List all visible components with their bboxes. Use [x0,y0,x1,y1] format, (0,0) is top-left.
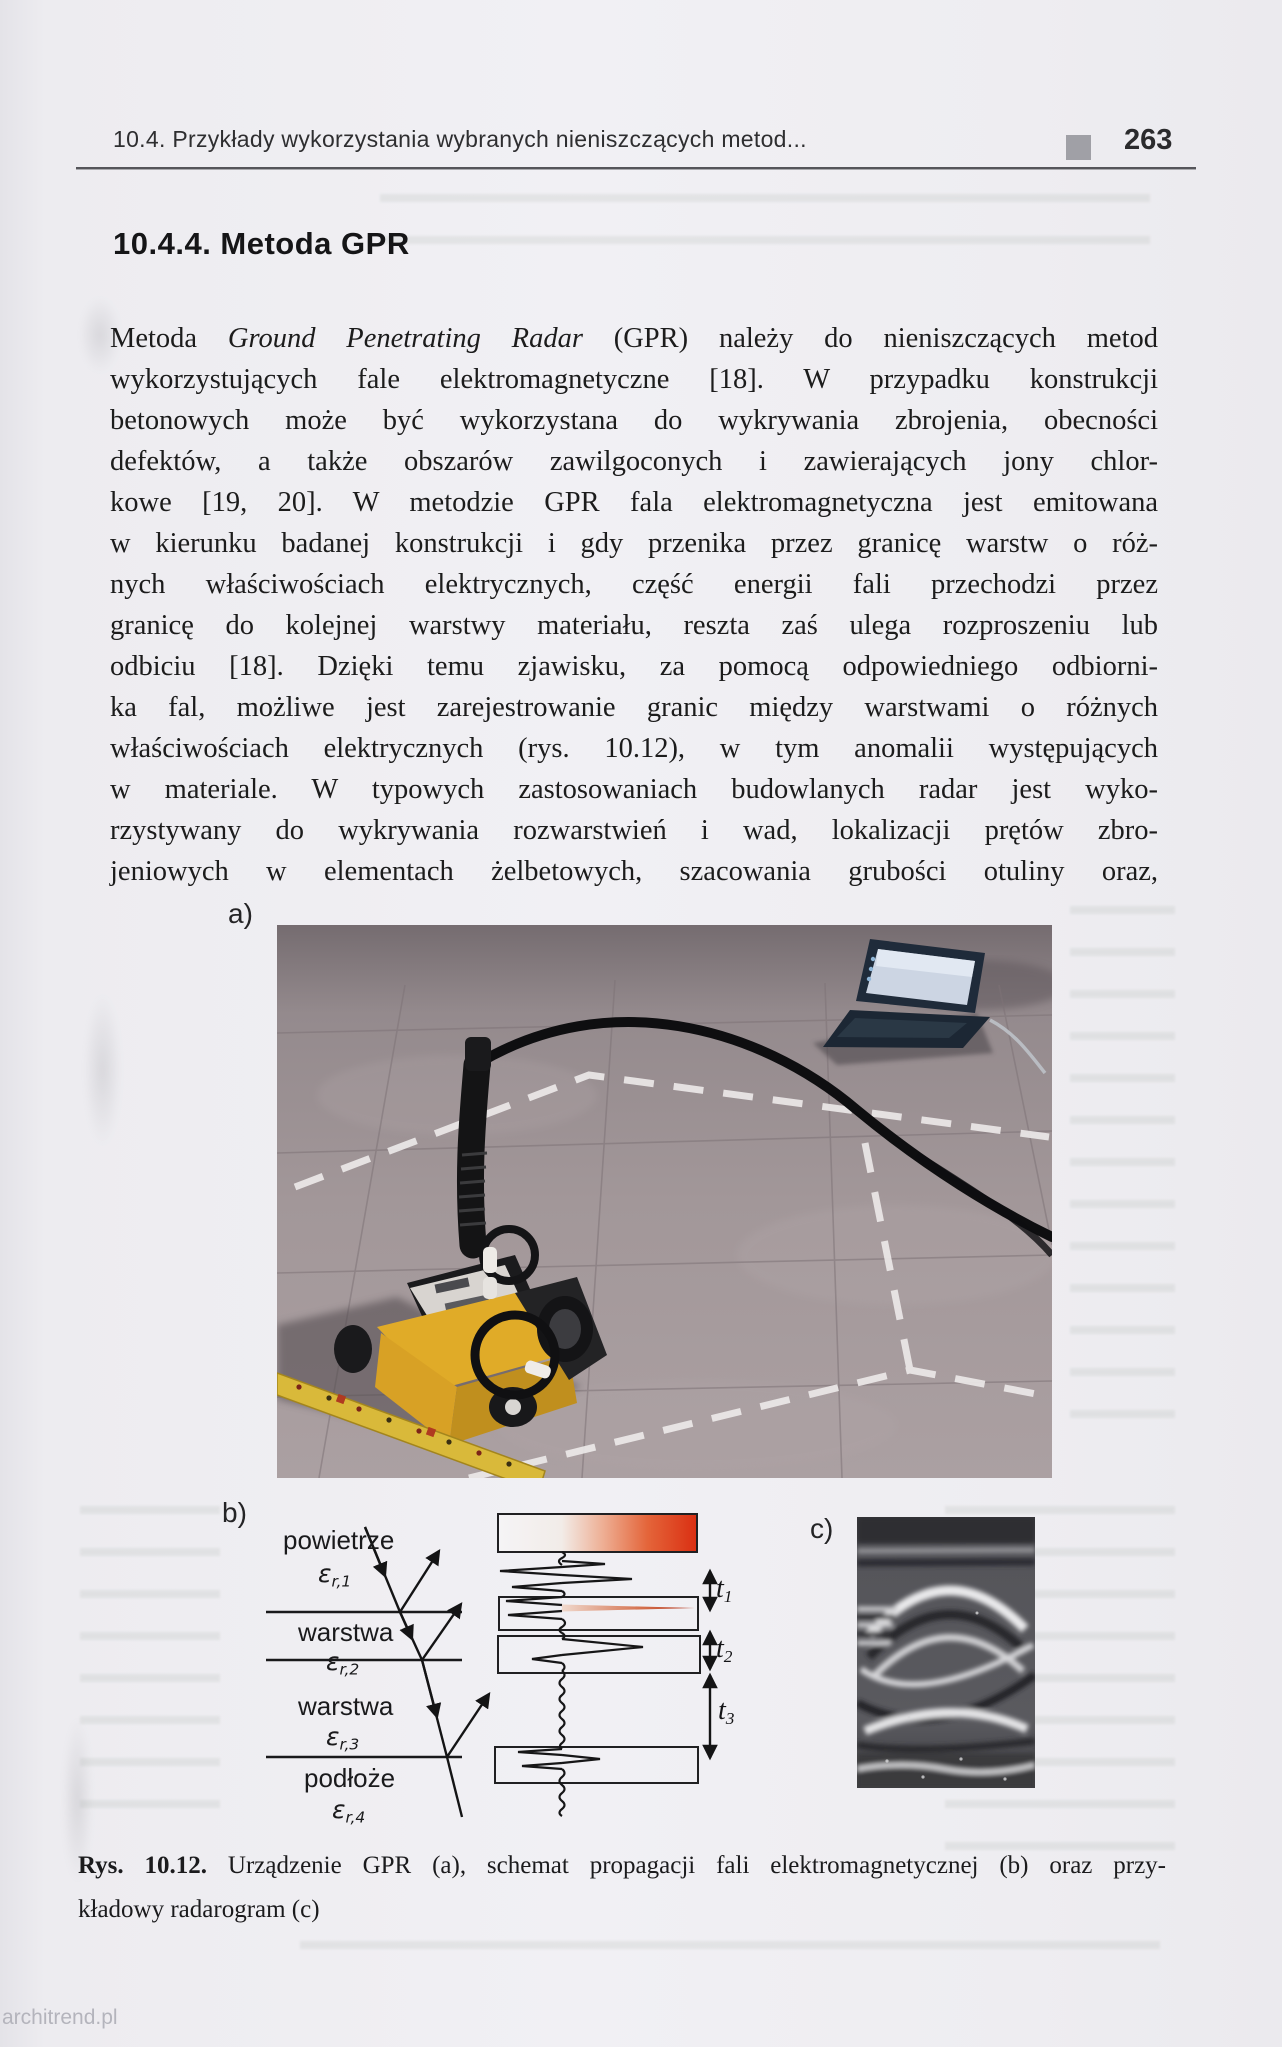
time-label-t2 [716,1633,732,1667]
layer-symbol-air [318,1559,351,1590]
body-paragraph [110,318,1158,892]
t-base: t [716,1633,724,1664]
epsilon: ε [332,1795,346,1824]
reflected-rays [400,1551,489,1757]
paragraph-line: granicę do kolejnej warstwy materiału, reszta zaś ulega rozproszeniu lub [110,610,1158,641]
reflection-wedge [562,1605,695,1612]
layer-label-layer3: warstwa [298,1691,394,1721]
line1-italic-term: Ground Penetrating Radar [227,323,583,354]
figure-diagram-wave-propagation [260,1495,745,1840]
paragraph-line: jeniowych w elementach żelbetowych, szacowania grubości otuliny oraz, [110,856,1158,887]
header-square-marker [1066,135,1091,160]
time-label-t1 [716,1573,732,1607]
layer-symbol-layer2 [326,1647,359,1678]
layer-label-layer2: warstwa [298,1617,394,1647]
white-connector [483,1277,497,1299]
epsilon-sub: r,1 [331,1572,352,1591]
figure-label-a: a) [228,898,253,929]
caption-line-2: kładowy radarogram (c) [78,1896,320,1923]
floor-patch [737,1205,1052,1305]
paragraph-line: odbiciu [18]. Dzięki temu zjawisku, za pomocą odpowiedniego odbiorni- [110,651,1158,682]
amplitude-colorbar [498,1514,697,1552]
t-sub: 1 [723,1586,733,1606]
epsilon: ε [318,1559,332,1588]
t-sub: 3 [725,1708,735,1728]
paragraph-line: betonowych może być wykorzystana do wykrywania zbrojenia, obecności [110,405,1158,436]
epsilon: ε [326,1722,340,1751]
waveform-trace [500,1552,643,1816]
caption-line-1 [78,1844,1166,1888]
paragraph-line [110,318,1158,359]
caption-number: Rys. 10.12. [78,1852,208,1879]
caption-text-1: Urządzenie GPR (a), schemat propagacji fali elektromagnetycznej (b) oraz przy- [207,1852,1167,1879]
bleed-through-ghost [380,178,1150,244]
paragraph-line: ka fal, możliwe jest zarejestrowanie granic między warstwami o różnych [110,692,1158,723]
layer-label-subgrade: podłoże [304,1763,396,1793]
front-wheel-hub [505,1399,521,1415]
header-rule [76,167,1196,170]
t-base: t [718,1695,726,1726]
paragraph-line: defektów, a także obszarów zawilgoconych i zawierających jony chlor- [110,446,1158,477]
paragraph-line: kowe [19, 20]. W metodzie GPR fala elektromagnetyczna jest emitowana [110,487,1158,518]
layer-label-air: powietrze [283,1525,395,1555]
laptop-bezel-dot [869,967,873,971]
watermark: architrend.pl [2,2006,118,2029]
time-label-t3 [718,1695,734,1729]
running-header-title: 10.4. Przykłady wykorzystania wybranych nieniszczących metod... [113,126,807,152]
t-base: t [716,1573,724,1604]
paragraph-line: nych właściwościach elektrycznych, część energii fali przechodzi przez [110,569,1158,600]
bleed-through-smudge [75,960,130,1180]
figure-caption [78,1844,1166,1932]
paragraph-line: w materiale. W typowych zastosowaniach budowlanych radar jest wyko- [110,774,1158,805]
cable-connector [465,1037,491,1071]
left-wheel [334,1325,372,1373]
paragraph-line: rzystywany do wykrywania rozwarstwień i wad, lokalizacji prętów zbro- [110,815,1158,846]
paragraph-line: wykorzystujących fale elektromagnetyczne [18]. W przypadku konstrukcji [110,364,1158,395]
epsilon-sub: r,4 [345,1808,366,1827]
page-number: 263 [1124,124,1173,156]
figure-label-b: b) [222,1497,247,1528]
radargram-svg [857,1517,1035,1788]
white-connector [483,1247,497,1273]
figure-photo-gpr-device [277,925,1052,1478]
paragraph-line: właściwościach elektrycznych (rys. 10.12), w tym anomalii występujących [110,733,1158,764]
t-sub: 2 [723,1646,733,1666]
epsilon-sub: r,2 [339,1660,360,1679]
section-heading: 10.4.4. Metoda GPR [113,226,410,261]
layer-symbol-layer3 [326,1722,359,1753]
epsilon: ε [326,1647,340,1676]
epsilon-sub: r,3 [339,1735,360,1754]
figure-label-c: c) [810,1513,834,1544]
bleed-through-ghost [80,1490,220,1840]
figure-radargram [857,1517,1035,1788]
photo-svg [277,925,1052,1478]
laptop-bezel-dot [871,957,875,961]
line1-suffix: (GPR) należy do nieniszczących metod [582,323,1158,354]
layer-symbol-subgrade [332,1795,365,1826]
bleed-through-ghost [1070,890,1175,1450]
line1-prefix: Metoda [110,323,228,354]
laptop-bezel-dot [867,977,871,981]
paragraph-line: w kierunku badanej konstrukcji i gdy przenika przez granicę warstw o róż- [110,528,1158,559]
